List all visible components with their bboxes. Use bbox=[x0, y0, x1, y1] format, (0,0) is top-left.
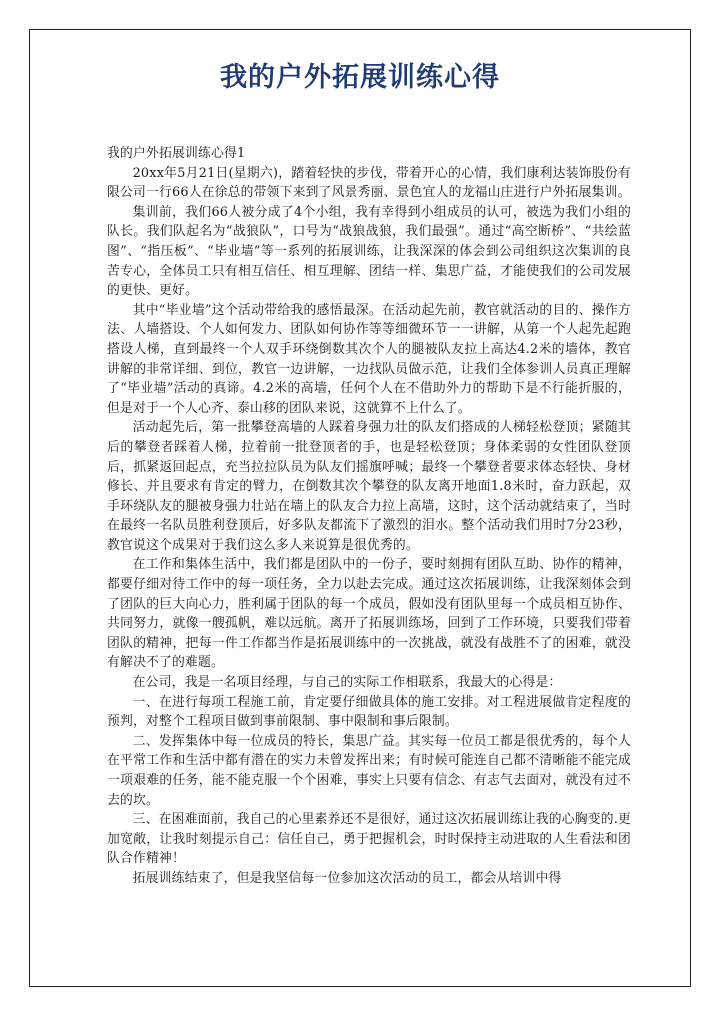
paragraph: 集训前，我们66人被分成了4个小组，我有幸得到小组成员的认可，被选为我们小组的队长。我们队起名为“战狼队”，口号为“战狼战狼，我们最强”。通过“高空断桥”、“共绘蓝图”、“指压板”、“毕业墙”等一系列的拓展训练，让我深深的体会到公司组织这次集训的良苦专心，全体员工只有相互信任、相互理解、团结一样、集思广益，才能使我们的公司发展的更快、更好。 bbox=[107, 204, 631, 299]
paragraph: 三、在困难面前，我自己的心里素养还不是很好，通过这次拓展训练让我的心胸变的.更加宽敞，让我时刻提示自己：信任自己，勇于把握机会，时时保持主动进取的人生看法和团队合作精神！ bbox=[107, 812, 631, 867]
document-body bbox=[107, 144, 631, 889]
paragraph: 一、在进行每项工程施工前，肯定要仔细做具体的施工安排。对工程进展做肯定程度的预判，对整个工程项目做到事前限制、事中限制和事后限制。 bbox=[107, 694, 631, 730]
paragraph: 拓展训练结束了，但是我坚信每一位参加这次活动的员工，都会从培训中得 bbox=[132, 870, 562, 886]
section-heading: 我的户外拓展训练心得1 bbox=[107, 146, 246, 161]
paragraph: 其中“毕业墙”这个活动带给我的感悟最深。在活动起先前，教官就活动的目的、操作方法、人墙搭设、个人如何发力、团队如何协作等等细微环节一一讲解，从第一个人起先起跑搭设人梯，直到最终一个人双手环绕倒数其次个人的腿被队友拉上高达4.2米的墙体，教官讲解的非常详细、到位，教官一边讲解，一边找队员做示范，让我们全体参训人员真正理解了“毕业墙”活动的真谛。4.2米的高墙，任何个人在不借助外力的帮助下是不行能折服的，但是对于一个人心齐、泰山移的团队来说，这就算不上什么了。 bbox=[107, 302, 631, 416]
paragraph: 20xx年5月21日(星期六)，踏着轻快的步伐，带着开心的心情，我们康利达装饰股份有限公司一行66人在徐总的带领下来到了风景秀丽、景色宜人的龙福山庄进行户外拓展集训。 bbox=[107, 165, 631, 201]
paragraph: 在公司，我是一名项目经理，与自己的实际工作相联系，我最大的心得是： bbox=[132, 675, 562, 691]
paragraph: 在工作和集体生活中，我们都是团队中的一份子，要时刻拥有团队互助、协作的精神，都要仔细对待工作中的每一项任务，全力以赴去完成。通过这次拓展训练，让我深刻体会到了团队的巨大向心力，胜利属于团队的每一个成员，假如没有团队里每一个成员相互协作、共同努力，就像一艘孤帆，难以远航。离开了拓展训练场，回到了工作环境，只要我们带着团队的精神，把每一件工作都当作是拓展训练中的一次挑战，就没有战胜不了的困难，就没有解决不了的难题。 bbox=[107, 557, 631, 671]
document-title: 我的户外拓展训练心得 bbox=[220, 62, 500, 93]
paragraph: 二、发挥集体中每一位成员的特长，集思广益。其实每一位员工都是很优秀的，每个人在平常工作和生活中都有潜在的实力未曾发挥出来；有时候可能连自己都不清晰能不能完成一项艰难的任务，能不能克服一个个困难，事实上只要有信念、有志气去面对，就没有过不去的坎。 bbox=[107, 733, 631, 808]
paragraph: 活动起先后，第一批攀登高墙的人踩着身强力壮的队友们搭成的人梯轻松登顶；紧随其后的攀登者踩着人梯，拉着前一批登顶者的手，也是轻松登顶；身体柔弱的女性团队登顶后，抓紧返回起点，充当拉拉队员为队友们摇旗呼喊；最终一个攀登者要求体态轻快、身材修长、并且要求有肯定的臂力，在倒数其次个攀登的队友离开地面1.8米时，奋力跃起，双手环绕队友的腿被身强力壮站在墙上的队友合力拉上高墙，这时，这个活动就结束了，当时在最终一名队员胜利登顶后，好多队友都流下了激烈的泪水。整个活动我们用时7分23秒，教官说这个成果对于我们这么多人来说算是很优秀的。 bbox=[107, 420, 631, 553]
